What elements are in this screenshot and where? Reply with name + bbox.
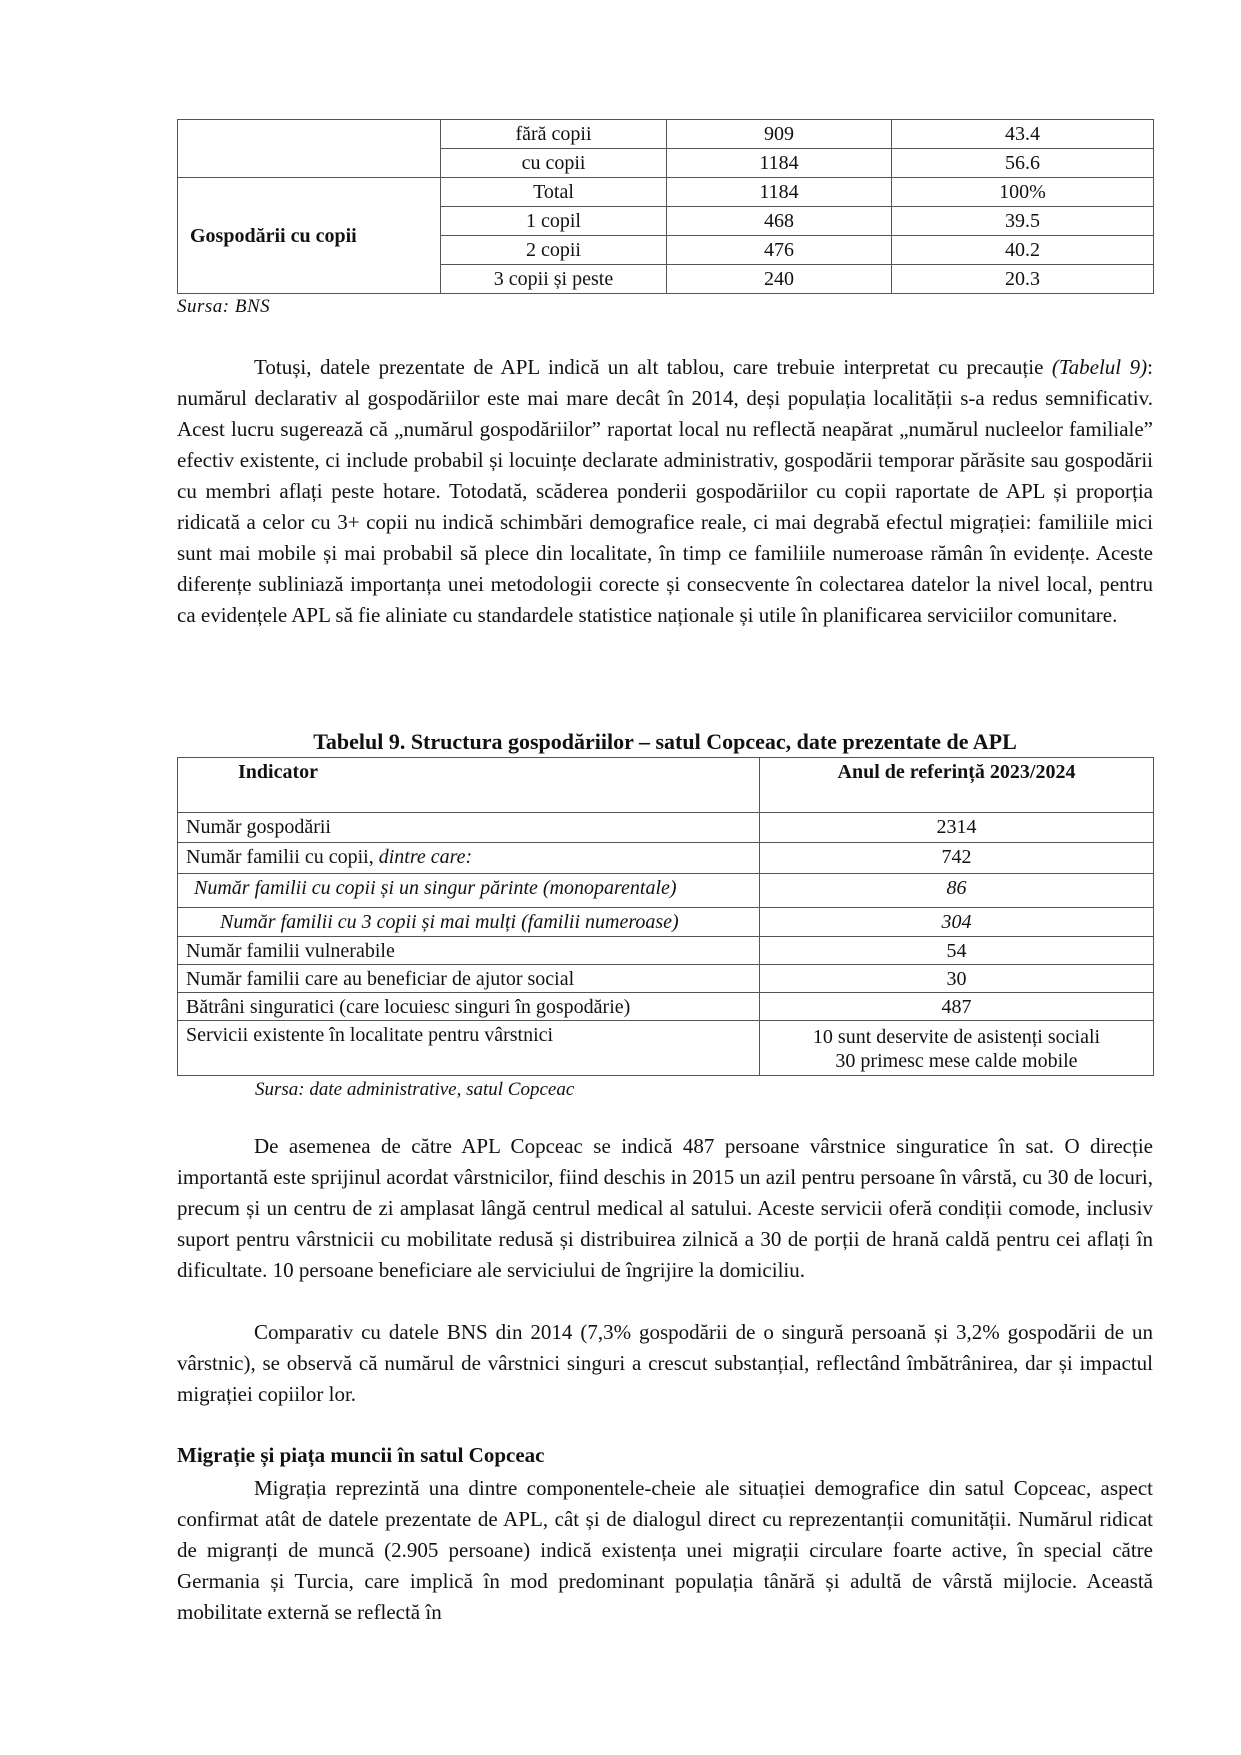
- table-cell-indicator: Bătrâni singuratici (care locuiesc singuri în gospodărie): [178, 993, 760, 1021]
- households-bns-table: [177, 119, 1154, 294]
- table-cell-category: 2 copii: [441, 236, 667, 265]
- table-row: [178, 874, 1154, 908]
- table-row: [178, 937, 1154, 965]
- table-cell-indicator: Număr familii cu copii și un singur părinte (monoparentale): [178, 874, 760, 908]
- table-cell-count: 476: [667, 236, 892, 265]
- table-cell-count: 240: [667, 265, 892, 294]
- paragraph-migration: [177, 1473, 1153, 1628]
- table-cell-value: 487: [760, 993, 1154, 1021]
- service-line: 30 primesc mese calde mobile: [835, 1050, 1078, 1072]
- table-cell-indicator: Servicii existente în localitate pentru vârstnici: [178, 1021, 760, 1076]
- column-header-indicator: Indicator: [178, 758, 760, 813]
- table-9-source-note: Sursa: date administrative, satul Copceac: [255, 1079, 575, 1100]
- table-cell-indicator: Număr familii care au beneficiar de ajutor social: [178, 965, 760, 993]
- table-row: [178, 993, 1154, 1021]
- paragraph-text: Migrația reprezintă una dintre componentele-cheie ale situației demografice din satul Copceac, aspect confirmat atât de datele prezentate de APL, cât și de dialogul direct cu reprezentanții comunității. Numărul ridicat de migranți de muncă (2.905 persoane) indică existența unei migrații circulare foarte active, în special către Germania și Turcia, care implică în mod predominant populația tânără și adultă de vârstă mijlocie. Această mobilitate externă se reflectă în: [177, 1476, 1153, 1624]
- table-row: [178, 1021, 1154, 1076]
- table-9-title: Tabelul 9. Structura gospodăriilor – satul Copceac, date prezentate de APL: [313, 729, 1017, 754]
- table-cell-count: 1184: [667, 178, 892, 207]
- table-cell-count: 468: [667, 207, 892, 236]
- table-reference-link-text: (Tabelul 9): [1051, 355, 1148, 379]
- table-cell-indicator: Număr gospodării: [178, 813, 760, 843]
- table-row: [178, 120, 1154, 149]
- table-cell-value: 304: [760, 908, 1154, 937]
- table-row: [178, 908, 1154, 937]
- table-cell-value: 30: [760, 965, 1154, 993]
- table-row: [178, 178, 1154, 207]
- section-heading-migration: Migrație și piața muncii în satul Copceac: [177, 1443, 545, 1467]
- table-cell-category: 1 copil: [441, 207, 667, 236]
- table-header-row: [178, 758, 1154, 813]
- table-row: [178, 965, 1154, 993]
- table-cell-percent: 40.2: [892, 236, 1154, 265]
- table-cell-value: 2314: [760, 813, 1154, 843]
- table-row: [178, 843, 1154, 874]
- table-cell-category: cu copii: [441, 149, 667, 178]
- indicator-text: Număr familii cu copii,: [186, 846, 379, 868]
- table-row: [178, 813, 1154, 843]
- table-cell-value: 54: [760, 937, 1154, 965]
- paragraph-text: Comparativ cu datele BNS din 2014 (7,3% gospodării de o singură persoană și 3,2% gospodării de un vârstnic), se observă că numărul de vârstnici singuri a crescut substanțial, reflectând îmbătrânirea, dar și impactul migrației copiilor lor.: [177, 1320, 1153, 1406]
- table-cell-indicator: [178, 843, 760, 874]
- table-cell-group-label: Gospodării cu copii: [178, 178, 441, 294]
- table-cell-indicator: Număr familii cu 3 copii și mai mulți (familii numeroase): [178, 908, 760, 937]
- table-source-note: Sursa: BNS: [177, 296, 271, 317]
- paragraph-apl-data: [177, 352, 1153, 631]
- table-cell-category: fără copii: [441, 120, 667, 149]
- paragraph-elderly-services: [177, 1131, 1153, 1286]
- table-cell-percent: 39.5: [892, 207, 1154, 236]
- table-cell-value: [760, 1021, 1154, 1076]
- table-cell-indicator: Număr familii vulnerabile: [178, 937, 760, 965]
- indicator-italic-text: dintre care:: [378, 846, 473, 868]
- table-cell-value: 86: [760, 874, 1154, 908]
- paragraph-text: : numărul declarativ al gospodăriilor este mai mare decât în 2014, deși populația localității s-a redus semnificativ. Acest lucru sugerează că „numărul gospodăriilor” raportat local nu reflectă neapărat „numărul nucleelor familiale” efectiv existente, ci include probabil și locuințe declarate administrativ, gospodării temporar părăsite sau gospodării cu membri aflați peste hotare. Totodată, scăderea ponderii gospodăriilor cu copii raportate de APL și proporția ridicată a celor cu 3+ copii nu indică schimbări demografice reale, ci mai degrabă efectul migrației: familiile mici sunt mai mobile și mai probabil să plece din localitate, în timp ce familiile numeroase rămân în evidențe. Aceste diferențe subliniază importanța unei metodologii corecte și consecvente în colectarea datelor la nivel local, pentru ca evidențele APL să fie aliniate cu standardele statistice naționale și utile în planificarea serviciilor comunitare.: [177, 355, 1153, 627]
- table-cell-category: 3 copii și peste: [441, 265, 667, 294]
- paragraph-bns-comparison: [177, 1317, 1153, 1410]
- table-cell-percent: 56.6: [892, 149, 1154, 178]
- paragraph-text: De asemenea de către APL Copceac se indică 487 persoane vârstnice singuratice în sat. O direcție importantă este sprijinul acordat vârstnicilor, fiind deschis in 2015 un azil pentru persoane în vârstă, cu 30 de locuri, precum și un centru de zi amplasat lângă centrul medical al satului. Aceste servicii oferă condiții comode, inclusiv suport pentru vârstnicii cu mobilitate redusă și distribuirea zilnică a 30 de porții de hrană caldă pentru cei aflați în dificultate. 10 persoane beneficiare ale serviciului de îngrijire la domiciliu.: [177, 1134, 1153, 1282]
- table-cell-percent: 43.4: [892, 120, 1154, 149]
- table-cell-value: 742: [760, 843, 1154, 874]
- table-9-household-structure: [177, 757, 1154, 1076]
- table-cell-count: 1184: [667, 149, 892, 178]
- column-header-year: Anul de referință 2023/2024: [760, 758, 1154, 813]
- table-cell-category: Total: [441, 178, 667, 207]
- table-cell-percent: 20.3: [892, 265, 1154, 294]
- table-cell-count: 909: [667, 120, 892, 149]
- paragraph-text: Totuși, datele prezentate de APL indică un alt tablou, care trebuie interpretat cu precauție: [254, 355, 1052, 379]
- table-cell-percent: 100%: [892, 178, 1154, 207]
- table-cell-empty-group: [178, 120, 441, 178]
- service-line: 10 sunt deservite de asistenți sociali: [812, 1026, 1101, 1048]
